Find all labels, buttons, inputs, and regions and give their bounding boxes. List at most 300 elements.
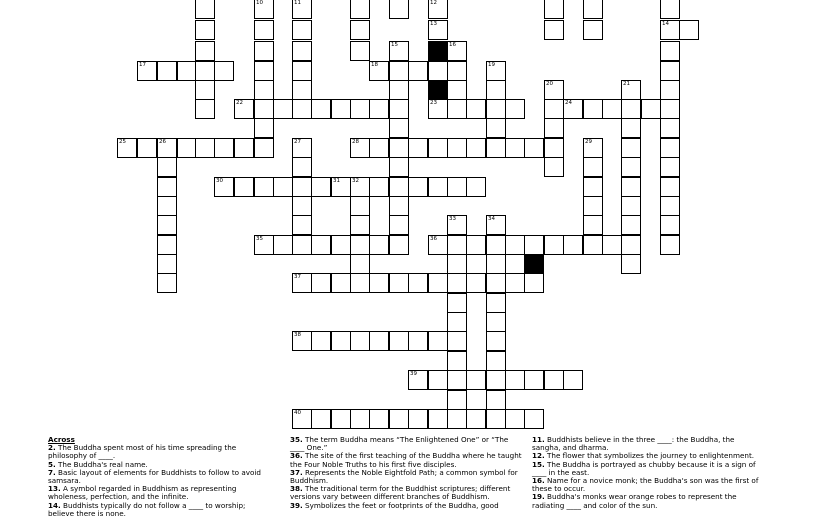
grid-cell[interactable] — [428, 370, 448, 390]
grid-cell[interactable] — [389, 61, 409, 81]
grid-cell[interactable] — [273, 99, 293, 119]
grid-cell[interactable] — [177, 61, 197, 81]
clue-number: 19 — [488, 62, 495, 68]
grid-cell[interactable] — [311, 99, 331, 119]
grid-cell[interactable] — [583, 0, 603, 19]
grid-cell[interactable] — [447, 138, 467, 158]
grid-cell[interactable] — [486, 254, 506, 274]
grid-cell[interactable] — [486, 138, 506, 158]
grid-cell[interactable] — [292, 61, 312, 81]
grid-cell[interactable] — [157, 177, 177, 197]
grid-cell[interactable] — [254, 80, 274, 100]
clue-number: 23 — [430, 100, 437, 106]
grid-cell[interactable] — [486, 235, 506, 255]
clues-column-3 — [532, 436, 764, 510]
grid-cell[interactable] — [466, 138, 486, 158]
grid-cell[interactable] — [428, 20, 448, 40]
grid-cell[interactable] — [408, 331, 428, 351]
clue-number: 15 — [391, 42, 398, 48]
grid-cell[interactable] — [408, 409, 428, 429]
grid-cell[interactable] — [660, 157, 680, 177]
grid-cell[interactable] — [486, 390, 506, 410]
grid-cell[interactable] — [331, 99, 351, 119]
grid-cell[interactable] — [254, 61, 274, 81]
grid-cell[interactable] — [350, 331, 370, 351]
clue-number: 36 — [430, 236, 437, 242]
grid-cell[interactable] — [157, 138, 177, 158]
grid-cell[interactable] — [389, 215, 409, 235]
grid-cell[interactable] — [292, 196, 312, 216]
grid-cell[interactable] — [350, 409, 370, 429]
grid-cell[interactable] — [466, 235, 486, 255]
grid-cell[interactable] — [350, 138, 370, 158]
grid-cell[interactable] — [157, 61, 177, 81]
black-square — [428, 80, 448, 100]
grid-cell[interactable] — [234, 177, 254, 197]
grid-cell[interactable] — [660, 0, 680, 19]
grid-cell[interactable] — [389, 157, 409, 177]
grid-cell[interactable] — [505, 235, 525, 255]
clue-item-number: 11. — [532, 435, 545, 444]
grid-cell[interactable] — [583, 99, 603, 119]
clue-item — [290, 436, 522, 452]
grid-cell[interactable] — [583, 177, 603, 197]
grid-cell[interactable] — [254, 177, 274, 197]
grid-cell[interactable] — [350, 273, 370, 293]
grid-cell[interactable] — [254, 235, 274, 255]
grid-cell[interactable] — [389, 80, 409, 100]
grid-cell[interactable] — [292, 157, 312, 177]
grid-cell[interactable] — [389, 41, 409, 61]
grid-cell[interactable] — [389, 99, 409, 119]
grid-cell[interactable] — [408, 138, 428, 158]
grid-cell[interactable] — [447, 390, 467, 410]
grid-cell[interactable] — [524, 138, 544, 158]
clue-number: 27 — [294, 139, 301, 145]
clue-item — [532, 477, 764, 493]
grid-cell[interactable] — [311, 273, 331, 293]
grid-cell[interactable] — [195, 61, 215, 81]
grid-cell[interactable] — [408, 61, 428, 81]
clue-number: 35 — [256, 236, 263, 242]
grid-cell[interactable] — [389, 273, 409, 293]
grid-cell[interactable] — [583, 235, 603, 255]
grid-cell[interactable] — [447, 331, 467, 351]
grid-cell[interactable] — [350, 177, 370, 197]
clue-item-text: The flower that symbolizes the journey to enlightenment. — [547, 451, 755, 461]
grid-cell[interactable] — [389, 0, 409, 19]
grid-cell[interactable] — [583, 215, 603, 235]
grid-cell[interactable] — [621, 196, 641, 216]
clue-number: 16 — [449, 42, 456, 48]
clue-number: 20 — [546, 81, 553, 87]
grid-cell[interactable] — [505, 409, 525, 429]
grid-cell[interactable] — [350, 0, 370, 19]
clue-number: 28 — [352, 139, 359, 145]
clue-number: 24 — [565, 100, 572, 106]
grid-cell[interactable] — [447, 293, 467, 313]
grid-cell[interactable] — [544, 370, 564, 390]
grid-cell[interactable] — [621, 80, 641, 100]
grid-cell[interactable] — [157, 235, 177, 255]
grid-cell[interactable] — [369, 61, 389, 81]
grid-cell[interactable] — [428, 61, 448, 81]
grid-cell[interactable] — [408, 273, 428, 293]
grid-cell[interactable] — [369, 99, 389, 119]
clue-item — [290, 485, 522, 501]
clue-number: 21 — [623, 81, 630, 87]
grid-cell[interactable] — [389, 235, 409, 255]
clue-item-text: Buddhists believe in the three ____: the Buddha, the sangha, and dharma. — [532, 435, 735, 453]
clue-item-number: 15. — [532, 459, 545, 469]
grid-cell[interactable] — [486, 118, 506, 138]
grid-cell[interactable] — [679, 20, 699, 40]
grid-cell[interactable] — [389, 331, 409, 351]
clue-number: 17 — [139, 62, 146, 68]
grid-cell[interactable] — [486, 331, 506, 351]
clue-number: 25 — [119, 139, 126, 145]
grid-cell[interactable] — [389, 196, 409, 216]
grid-cell[interactable] — [137, 61, 157, 81]
grid-cell[interactable] — [486, 61, 506, 81]
grid-cell[interactable] — [369, 177, 389, 197]
grid-cell[interactable] — [428, 138, 448, 158]
black-square — [428, 41, 448, 61]
grid-cell[interactable] — [544, 235, 564, 255]
clue-item-number: 35. — [290, 435, 303, 444]
clue-item-number: 14. — [48, 500, 61, 510]
grid-cell[interactable] — [389, 118, 409, 138]
clue-item-text: Buddha's monks wear orange robes to represent the radiating ____ and color of the sun. — [532, 492, 737, 510]
grid-cell[interactable] — [311, 331, 331, 351]
black-square — [524, 254, 544, 274]
grid-cell[interactable] — [369, 331, 389, 351]
grid-cell[interactable] — [273, 177, 293, 197]
grid-cell[interactable] — [195, 138, 215, 158]
grid-cell[interactable] — [389, 409, 409, 429]
grid-cell[interactable] — [157, 254, 177, 274]
grid-cell[interactable] — [583, 157, 603, 177]
grid-cell[interactable] — [505, 370, 525, 390]
grid-cell[interactable] — [292, 331, 312, 351]
clue-number: 14 — [662, 21, 669, 27]
grid-cell[interactable] — [254, 20, 274, 40]
grid-cell[interactable] — [544, 20, 564, 40]
grid-cell[interactable] — [505, 99, 525, 119]
clue-number: 13 — [430, 21, 437, 27]
clue-number: 11 — [294, 0, 301, 6]
grid-cell[interactable] — [486, 80, 506, 100]
grid-cell[interactable] — [428, 177, 448, 197]
grid-cell[interactable] — [331, 273, 351, 293]
clue-number: 30 — [216, 178, 223, 184]
grid-cell[interactable] — [486, 293, 506, 313]
grid-cell[interactable] — [524, 235, 544, 255]
clue-item-text: The site of the first teaching of the Buddha where he taught the Four Noble Truths to his first five disciples. — [290, 451, 522, 469]
grid-cell[interactable] — [563, 99, 583, 119]
clue-item-number: 12. — [532, 451, 545, 461]
clue-item-text: Symbolizes the feet or footprints of the Buddha, good — [305, 500, 499, 510]
clue-number: 29 — [585, 139, 592, 145]
grid-cell[interactable] — [157, 157, 177, 177]
grid-cell[interactable] — [389, 177, 409, 197]
grid-cell[interactable] — [254, 118, 274, 138]
clue-number: 12 — [430, 0, 437, 6]
clue-item-text: Basic layout of elements for Buddhists to follow to avoid samsara. — [48, 467, 261, 486]
clue-item-text: The Buddha is portrayed as chubby because it is a sign of ____ in the east. — [532, 459, 756, 477]
grid-cell[interactable] — [350, 235, 370, 255]
grid-cell[interactable] — [621, 254, 641, 274]
grid-cell[interactable] — [331, 235, 351, 255]
grid-cell[interactable] — [254, 138, 274, 158]
clue-number: 33 — [449, 216, 456, 222]
grid-cell[interactable] — [621, 118, 641, 138]
grid-cell[interactable] — [544, 118, 564, 138]
grid-cell[interactable] — [350, 41, 370, 61]
grid-cell[interactable] — [486, 370, 506, 390]
across-heading: Across — [48, 435, 75, 444]
grid-cell[interactable] — [660, 20, 680, 40]
grid-cell[interactable] — [447, 312, 467, 332]
grid-cell[interactable] — [641, 99, 661, 119]
grid-cell[interactable] — [195, 99, 215, 119]
grid-cell[interactable] — [660, 118, 680, 138]
grid-cell[interactable] — [273, 235, 293, 255]
grid-cell[interactable] — [254, 99, 274, 119]
clue-number: 18 — [371, 62, 378, 68]
clue-item-text: Represents the Noble Eightfold Path; a common symbol for Buddhism. — [290, 467, 518, 486]
grid-cell[interactable] — [350, 196, 370, 216]
grid-cell[interactable] — [524, 273, 544, 293]
grid-cell[interactable] — [466, 273, 486, 293]
grid-cell[interactable] — [447, 61, 467, 81]
grid-cell[interactable] — [583, 138, 603, 158]
grid-cell[interactable] — [234, 99, 254, 119]
grid-cell[interactable] — [214, 61, 234, 81]
clue-number: 34 — [488, 216, 495, 222]
clue-item-number: 37. — [290, 467, 303, 477]
clue-item-text: The Buddha spent most of his time spreading the philosophy of ____. — [48, 443, 237, 461]
clue-item — [532, 436, 764, 452]
clue-item — [290, 502, 522, 510]
grid-cell[interactable] — [505, 273, 525, 293]
grid-cell[interactable] — [486, 409, 506, 429]
grid-cell[interactable] — [292, 138, 312, 158]
grid-cell[interactable] — [195, 41, 215, 61]
grid-cell[interactable] — [428, 273, 448, 293]
grid-cell[interactable] — [621, 99, 641, 119]
clue-number: 22 — [236, 100, 243, 106]
grid-cell[interactable] — [195, 20, 215, 40]
clue-number: 38 — [294, 332, 301, 338]
grid-cell[interactable] — [524, 409, 544, 429]
clue-item-number: 36. — [290, 451, 303, 461]
grid-cell[interactable] — [583, 20, 603, 40]
grid-cell[interactable] — [466, 99, 486, 119]
grid-cell[interactable] — [214, 177, 234, 197]
grid-cell[interactable] — [331, 409, 351, 429]
grid-cell[interactable] — [544, 80, 564, 100]
clue-item-number: 19. — [532, 492, 545, 502]
grid-cell[interactable] — [137, 138, 157, 158]
clue-number: 31 — [333, 178, 340, 184]
grid-cell[interactable] — [486, 351, 506, 371]
grid-cell[interactable] — [292, 235, 312, 255]
grid-cell[interactable] — [447, 177, 467, 197]
clue-number: 26 — [159, 139, 166, 145]
grid-cell[interactable] — [621, 177, 641, 197]
clue-item-text: The term Buddha means “The Enlightened One” or “The ____ One.” — [290, 435, 509, 453]
grid-cell[interactable] — [369, 235, 389, 255]
grid-cell[interactable] — [447, 254, 467, 274]
grid-cell[interactable] — [311, 235, 331, 255]
grid-cell[interactable] — [428, 331, 448, 351]
grid-cell[interactable] — [292, 80, 312, 100]
grid-cell[interactable] — [350, 215, 370, 235]
clue-item-number: 13. — [48, 484, 61, 494]
grid-cell[interactable] — [447, 80, 467, 100]
clue-item-number: 16. — [532, 476, 545, 486]
clues-column-2 — [290, 436, 522, 510]
grid-cell[interactable] — [544, 138, 564, 158]
grid-cell[interactable] — [234, 138, 254, 158]
grid-cell[interactable] — [466, 370, 486, 390]
grid-cell[interactable] — [177, 138, 197, 158]
grid-cell[interactable] — [544, 157, 564, 177]
grid-cell[interactable] — [621, 215, 641, 235]
grid-cell[interactable] — [195, 80, 215, 100]
clue-number: 10 — [256, 0, 263, 6]
grid-cell[interactable] — [660, 80, 680, 100]
grid-cell[interactable] — [505, 138, 525, 158]
clue-item — [48, 444, 270, 460]
grid-cell[interactable] — [544, 99, 564, 119]
grid-cell[interactable] — [563, 235, 583, 255]
grid-cell[interactable] — [486, 312, 506, 332]
grid-cell[interactable] — [214, 138, 234, 158]
grid-cell[interactable] — [350, 99, 370, 119]
grid-cell[interactable] — [544, 0, 564, 19]
grid-cell[interactable] — [660, 177, 680, 197]
grid-cell[interactable] — [292, 409, 312, 429]
grid-cell[interactable] — [428, 99, 448, 119]
clue-item-number: 2. — [48, 443, 56, 453]
clue-item — [48, 502, 270, 518]
clue-item-text: The Buddha's real name. — [58, 459, 148, 469]
grid-cell[interactable] — [447, 41, 467, 61]
grid-cell[interactable] — [157, 273, 177, 293]
grid-cell[interactable] — [660, 61, 680, 81]
grid-cell[interactable] — [447, 215, 467, 235]
grid-cell[interactable] — [447, 99, 467, 119]
clue-item — [48, 485, 270, 501]
clue-item-text: Name for a novice monk; the Buddha's son was the first of these to occur. — [532, 476, 759, 494]
grid-cell[interactable] — [660, 99, 680, 119]
grid-cell[interactable] — [350, 20, 370, 40]
grid-cell[interactable] — [447, 235, 467, 255]
grid-cell[interactable] — [466, 177, 486, 197]
grid-cell[interactable] — [195, 0, 215, 19]
clue-number: 37 — [294, 274, 301, 280]
grid-cell[interactable] — [660, 196, 680, 216]
grid-cell[interactable] — [157, 215, 177, 235]
grid-cell[interactable] — [369, 273, 389, 293]
grid-cell[interactable] — [292, 273, 312, 293]
clue-item-text: The traditional term for the Buddhist scriptures; different versions vary between different branches of Buddhism. — [290, 484, 511, 502]
grid-cell[interactable] — [369, 138, 389, 158]
grid-cell[interactable] — [117, 138, 137, 158]
grid-cell[interactable] — [621, 157, 641, 177]
grid-cell[interactable] — [602, 235, 622, 255]
clue-item — [48, 469, 270, 485]
grid-cell[interactable] — [428, 235, 448, 255]
clue-number: 39 — [410, 371, 417, 377]
grid-cell[interactable] — [292, 41, 312, 61]
grid-cell[interactable] — [254, 41, 274, 61]
grid-cell[interactable] — [350, 254, 370, 274]
clue-item-number: 38. — [290, 484, 303, 494]
grid-cell[interactable] — [583, 196, 603, 216]
grid-cell[interactable] — [447, 351, 467, 371]
grid-cell[interactable] — [254, 0, 274, 19]
grid-cell[interactable] — [311, 177, 331, 197]
grid-cell[interactable] — [292, 20, 312, 40]
grid-cell[interactable] — [660, 41, 680, 61]
clue-item-number: 5. — [48, 459, 56, 469]
clue-item — [290, 452, 522, 468]
grid-cell[interactable] — [563, 370, 583, 390]
grid-cell[interactable] — [408, 370, 428, 390]
clues-column-1 — [48, 436, 270, 518]
clue-item — [532, 461, 764, 477]
grid-cell[interactable] — [292, 215, 312, 235]
grid-cell[interactable] — [292, 177, 312, 197]
clue-item-text: A symbol regarded in Buddhism as representing wholeness, perfection, and the infinite. — [48, 484, 237, 502]
grid-cell[interactable] — [369, 409, 389, 429]
clue-item-number: 39. — [290, 500, 303, 510]
grid-cell[interactable] — [621, 138, 641, 158]
grid-cell[interactable] — [621, 235, 641, 255]
grid-cell[interactable] — [486, 215, 506, 235]
grid-cell[interactable] — [331, 331, 351, 351]
grid-cell[interactable] — [486, 273, 506, 293]
grid-cell[interactable] — [447, 370, 467, 390]
clue-item — [532, 493, 764, 509]
grid-cell[interactable] — [486, 99, 506, 119]
grid-cell[interactable] — [447, 409, 467, 429]
grid-cell[interactable] — [408, 177, 428, 197]
grid-cell[interactable] — [660, 215, 680, 235]
grid-cell[interactable] — [602, 99, 622, 119]
grid-cell[interactable] — [428, 0, 448, 19]
grid-cell[interactable] — [157, 196, 177, 216]
grid-cell[interactable] — [389, 138, 409, 158]
clue-number: 32 — [352, 178, 359, 184]
grid-cell[interactable] — [660, 235, 680, 255]
grid-cell[interactable] — [524, 370, 544, 390]
grid-cell[interactable] — [311, 409, 331, 429]
grid-cell[interactable] — [447, 273, 467, 293]
clue-item-text: Buddhists typically do not follow a ____ to worship; believe there is none. — [48, 500, 246, 518]
clue-number: 40 — [294, 410, 301, 416]
grid-cell[interactable] — [428, 409, 448, 429]
clue-item — [290, 469, 522, 485]
grid-cell[interactable] — [292, 99, 312, 119]
grid-cell[interactable] — [466, 409, 486, 429]
grid-cell[interactable] — [292, 0, 312, 19]
grid-cell[interactable] — [660, 138, 680, 158]
grid-cell[interactable] — [331, 177, 351, 197]
